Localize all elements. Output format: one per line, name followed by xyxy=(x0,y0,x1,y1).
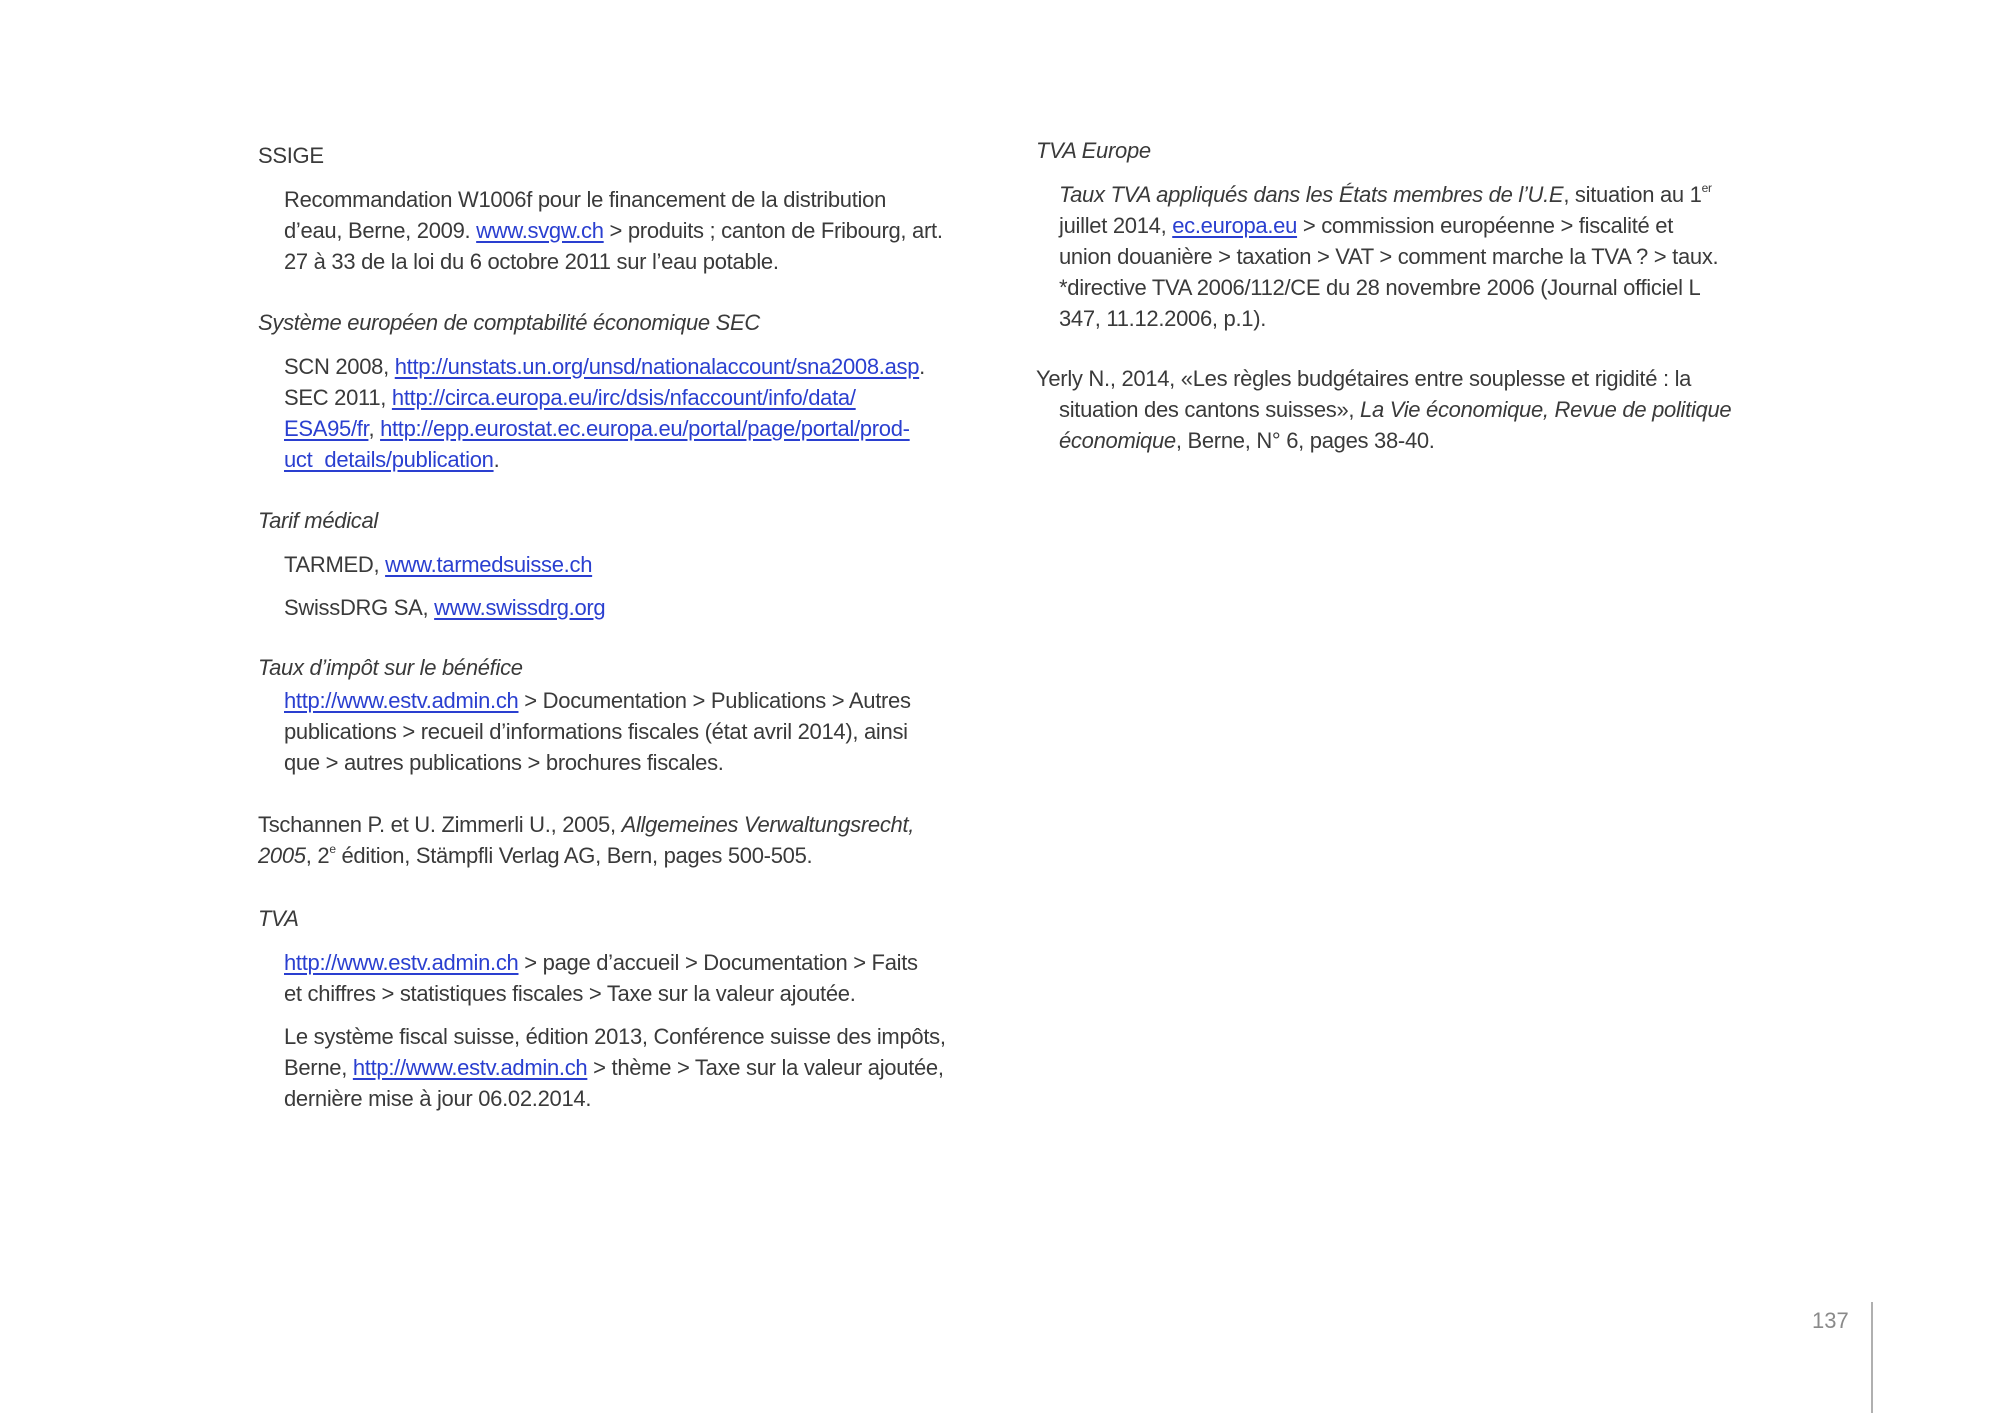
section-tschannen xyxy=(258,809,988,871)
svgw-link[interactable]: www.svgw.ch xyxy=(476,218,604,243)
ec-europa-link[interactable]: ec.europa.eu xyxy=(1172,213,1298,238)
circa-link[interactable]: http://circa.europa.eu/irc/dsis/nfaccount/info/data/ xyxy=(391,385,856,410)
swissdrg-link[interactable]: www.swissdrg.org xyxy=(434,595,606,620)
entry-line: http://www.estv.admin.ch > Documentation > Publications > Autres xyxy=(284,688,911,713)
estv-link[interactable]: http://www.estv.admin.ch xyxy=(352,1055,588,1080)
entry-line: uct_details/publication. xyxy=(284,447,500,472)
section-heading: SSIGE xyxy=(258,143,324,168)
reference-entry xyxy=(258,947,988,1009)
entry-line: 27 à 33 de la loi du 6 octobre 2011 sur l’eau potable. xyxy=(284,249,779,274)
eurostat-link-cont[interactable]: uct_details/publication xyxy=(284,447,494,472)
reference-entry xyxy=(258,685,988,778)
entry-line: publications > recueil d’informations fiscales (état avril 2014), ainsi xyxy=(284,719,908,744)
section-tva xyxy=(258,904,988,1114)
tarmed-link[interactable]: www.tarmedsuisse.ch xyxy=(385,552,593,577)
entry-line: d’eau, Berne, 2009. www.svgw.ch > produits ; canton de Fribourg, art. xyxy=(284,218,943,243)
section-heading: Taux d’impôt sur le bénéfice xyxy=(258,655,523,680)
section-ssige xyxy=(258,141,988,277)
entry-line: que > autres publications > brochures fiscales. xyxy=(284,750,724,775)
section-heading: Tarif médical xyxy=(258,508,379,533)
eurostat-link[interactable]: http://epp.eurostat.ec.europa.eu/portal/page/portal/prod- xyxy=(380,416,910,441)
entry-line: ESA95/fr, http://epp.eurostat.ec.europa.eu/portal/page/portal/prod- xyxy=(284,416,910,441)
reference-entry xyxy=(258,592,988,623)
entry-line: Taux TVA appliqués dans les États membres de l’U.E, situation au 1er xyxy=(1059,181,1712,207)
entry-line: SwissDRG SA, www.swissdrg.org xyxy=(284,595,606,620)
estv-link[interactable]: http://www.estv.admin.ch xyxy=(284,950,519,975)
entry-line: *directive TVA 2006/112/CE du 28 novembre 2006 (Journal officiel L xyxy=(1059,275,1701,300)
section-heading: TVA Europe xyxy=(1036,138,1151,163)
entry-line: TARMED, www.tarmedsuisse.ch xyxy=(284,552,593,577)
reference-entry xyxy=(258,184,988,277)
entry-line: SEC 2011, http://circa.europa.eu/irc/dsis/nfaccount/info/data/ xyxy=(284,385,856,410)
reference-entry xyxy=(1036,363,1766,456)
entry-line: Recommandation W1006f pour le financement de la distribution xyxy=(284,187,887,212)
entry-line: 347, 11.12.2006, p.1). xyxy=(1059,306,1267,331)
reference-entry xyxy=(258,1021,988,1114)
entry-line: union douanière > taxation > VAT > comment marche la TVA ? > taux. xyxy=(1059,244,1719,269)
page-number: 137 xyxy=(1812,1308,1849,1333)
section-yerly xyxy=(1036,363,1766,456)
unstats-link[interactable]: http://unstats.un.org/unsd/nationalaccount/sna2008.asp xyxy=(394,354,920,379)
entry-line: http://www.estv.admin.ch > page d’accueil > Documentation > Faits xyxy=(284,950,918,975)
reference-entry xyxy=(1036,179,1766,334)
page-divider xyxy=(1871,1302,1873,1413)
reference-entry xyxy=(258,809,988,871)
circa-link-cont[interactable]: ESA95/fr xyxy=(284,416,369,441)
entry-line: Yerly N., 2014, «Les règles budgétaires entre souplesse et rigidité : la xyxy=(1036,366,1692,391)
entry-line: Le système fiscal suisse, édition 2013, Conférence suisse des impôts, xyxy=(284,1024,946,1049)
section-heading: TVA xyxy=(258,906,299,931)
entry-line: et chiffres > statistiques fiscales > Taxe sur la valeur ajoutée. xyxy=(284,981,856,1006)
section-taux-impot xyxy=(258,653,988,778)
entry-line: économique, Berne, N° 6, pages 38-40. xyxy=(1059,428,1435,453)
reference-entry xyxy=(258,351,988,475)
estv-link[interactable]: http://www.estv.admin.ch xyxy=(284,688,519,713)
section-tva-europe xyxy=(1036,136,1766,334)
reference-entry xyxy=(258,549,988,580)
entry-line: Berne, http://www.estv.admin.ch > thème > Taxe sur la valeur ajoutée, xyxy=(284,1055,944,1080)
section-tarif-medical xyxy=(258,506,988,623)
entry-line: juillet 2014, ec.europa.eu > commission européenne > fiscalité et xyxy=(1059,213,1674,238)
section-sec xyxy=(258,308,988,475)
entry-line: Tschannen P. et U. Zimmerli U., 2005, Allgemeines Verwaltungsrecht, xyxy=(258,812,915,837)
section-heading: Système européen de comptabilité économique SEC xyxy=(258,310,760,335)
entry-line: dernière mise à jour 06.02.2014. xyxy=(284,1086,592,1111)
entry-line: situation des cantons suisses», La Vie économique, Revue de politique xyxy=(1059,397,1732,422)
entry-line: 2005, 2e édition, Stämpfli Verlag AG, Bern, pages 500-505. xyxy=(258,842,813,868)
entry-line: SCN 2008, http://unstats.un.org/unsd/nationalaccount/sna2008.asp. xyxy=(284,354,925,379)
